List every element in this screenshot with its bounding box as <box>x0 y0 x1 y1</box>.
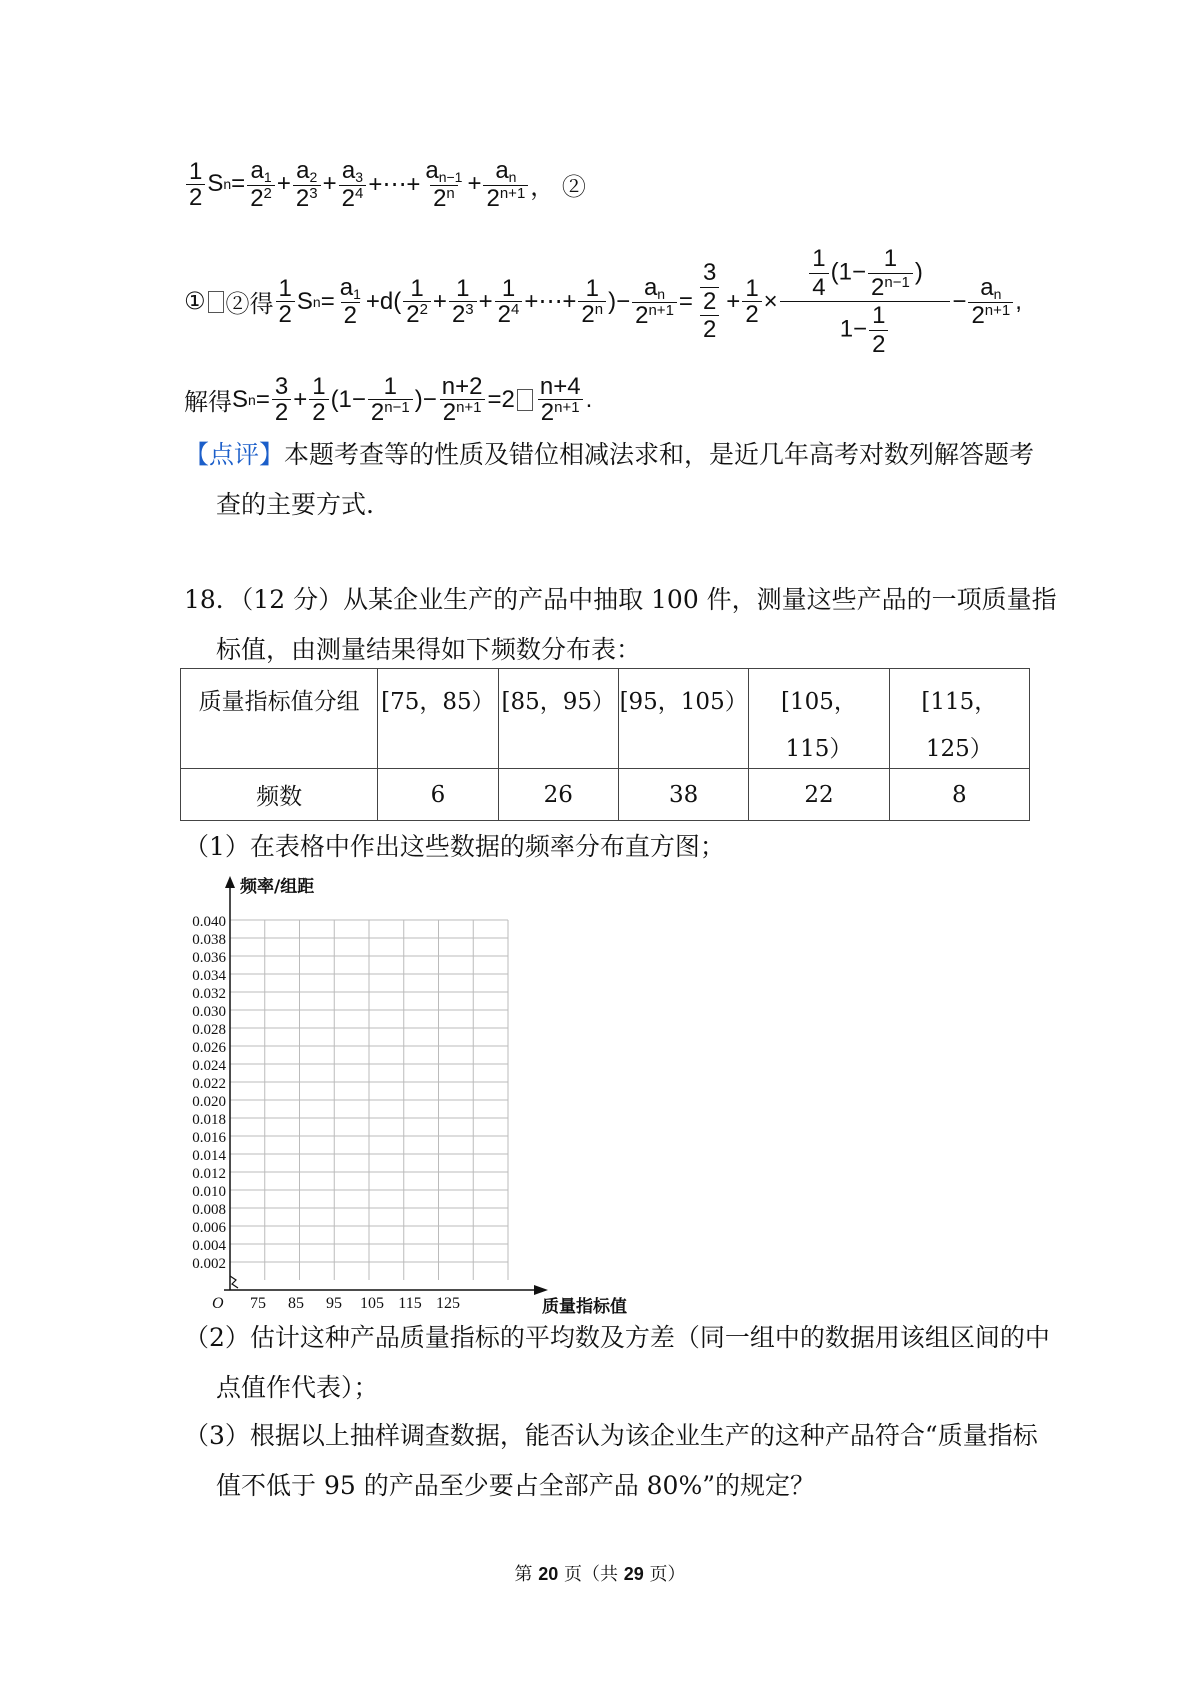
review-tag: 【点评】 <box>184 440 285 469</box>
y-axis-label: 频率/组距 <box>240 877 315 897</box>
equation-solution: 解得 S n = $\frac{3}{2}$ + $\frac{1}{2}$ (1− $\frac{1}{2^{n-1}}$ )− $\frac{n+2}{2^{n+1}}$ =2 $\frac{n+4}{2^{n+1}}$ . <box>184 373 593 427</box>
axis-break <box>230 1276 238 1288</box>
table-cell: 6 <box>378 769 498 821</box>
y-tick-label: 0.036 <box>192 950 226 966</box>
table-cell: [75，85） <box>378 669 498 769</box>
problem-line2: 标值，由测量结果得如下频数分布表： <box>216 635 642 664</box>
review-block <box>184 430 1044 480</box>
question-2-line1: （2）估计这种产品质量指标的平均数及方差（同一组中的数据用该组区间的中 <box>184 1323 1050 1352</box>
histogram-chart <box>170 872 627 1322</box>
page-footer: 第 20 页（共 29 页） <box>514 1564 686 1585</box>
origin-label: O <box>212 1295 224 1312</box>
equation-subtract: ① ②得 $\frac{1}{2}$ S n = $\frac{a_1}{2}$ +d( $\frac{1}{2^2}$ + $\frac{1}{2^3}$ + $\frac{1}{2^4}$ +⋯+ $\frac{1}{2^n}$ )− $\frac{a_n}{2^{n+1}}$ = $\frac{\frac{3}{2}}{2}$ + $\frac{1}{2}$ × $\frac{1}{4}$ (1− $\frac{1}{2^{n-1}}$ ) 1− $\frac{1}{2}$ − $\frac{a_n}{2^{n+1}}$ , <box>184 245 1022 358</box>
table-cell: [85，95） <box>498 669 618 769</box>
question-3-line1: （3）根据以上抽样调查数据，能否认为该企业生产的这种产品符合“质量指标 <box>184 1421 1038 1450</box>
y-tick-label: 0.040 <box>192 914 226 930</box>
table-header-label: 质量指标值分组 <box>181 669 378 769</box>
table-cell: [115， 125） <box>889 669 1029 769</box>
table-count-label: 频数 <box>181 769 378 821</box>
y-tick-label: 0.004 <box>192 1238 226 1254</box>
y-tick-label: 0.022 <box>192 1076 226 1092</box>
x-tick-label: 125 <box>436 1295 460 1312</box>
missing-glyph-box <box>208 291 224 313</box>
problem-line1: 18．（12 分）从某企业生产的产品中抽取 100 件，测量这些产品的一项质量指 <box>184 585 1057 614</box>
y-tick-label: 0.038 <box>192 932 226 948</box>
question-1: （1）在表格中作出这些数据的频率分布直方图； <box>184 832 725 861</box>
table-row <box>181 769 1030 821</box>
page-number: 20 <box>538 1564 559 1584</box>
missing-glyph-box <box>517 389 533 411</box>
y-tick-label: 0.024 <box>192 1058 226 1074</box>
frequency-table <box>180 668 1030 821</box>
y-axis-arrow <box>225 876 235 888</box>
x-tick-label: 75 <box>250 1295 266 1312</box>
y-tick-label: 0.030 <box>192 1004 226 1020</box>
x-axis-arrow <box>534 1285 548 1295</box>
y-tick-label: 0.008 <box>192 1202 226 1218</box>
x-tick-label: 115 <box>398 1295 422 1312</box>
y-tick-label: 0.020 <box>192 1094 226 1110</box>
page-total: 29 <box>623 1564 644 1584</box>
y-tick-label: 0.034 <box>192 968 226 984</box>
y-tick-label: 0.018 <box>192 1112 226 1128</box>
table-cell: 22 <box>749 769 889 821</box>
y-tick-label: 0.026 <box>192 1040 226 1056</box>
table-cell: 8 <box>889 769 1029 821</box>
table-cell: 38 <box>618 769 748 821</box>
x-tick-label: 105 <box>360 1295 384 1312</box>
y-tick-label: 0.010 <box>192 1184 226 1200</box>
y-tick-label: 0.014 <box>192 1148 226 1164</box>
review-text-line2: 查的主要方式. <box>216 490 374 519</box>
y-tick-label: 0.012 <box>192 1166 226 1182</box>
y-tick-label: 0.002 <box>192 1256 226 1272</box>
table-cell: [105， 115） <box>749 669 889 769</box>
y-tick-label: 0.006 <box>192 1220 226 1236</box>
review-text: 本题考查等的性质及错位相减法求和，是近几年高考对数列解答题考 <box>284 440 1035 469</box>
x-axis-label: 质量指标值 <box>542 1297 627 1317</box>
x-tick-label: 95 <box>326 1295 342 1312</box>
question-2-line2: 点值作代表）； <box>216 1373 379 1402</box>
table-cell: 26 <box>498 769 618 821</box>
x-tick-label: 85 <box>288 1295 304 1312</box>
y-tick-label: 0.032 <box>192 986 226 1002</box>
question-3-line2: 值不低于 95 的产品至少要占全部产品 80%”的规定？ <box>216 1471 816 1500</box>
y-tick-label: 0.016 <box>192 1130 226 1146</box>
table-cell: [95，105） <box>618 669 748 769</box>
table-row <box>181 669 1030 769</box>
y-tick-label: 0.028 <box>192 1022 226 1038</box>
equation-2: $\frac{1}{2}$ S n = $\frac{a_1}{2^2}$ + $\frac{a_2}{2^3}$ + $\frac{a_3}{2^4}$ +⋯+ $\frac{a_{n-1}}{2^n}$ + $\frac{a_n}{2^{n+1}}$ ， ② <box>184 158 586 211</box>
